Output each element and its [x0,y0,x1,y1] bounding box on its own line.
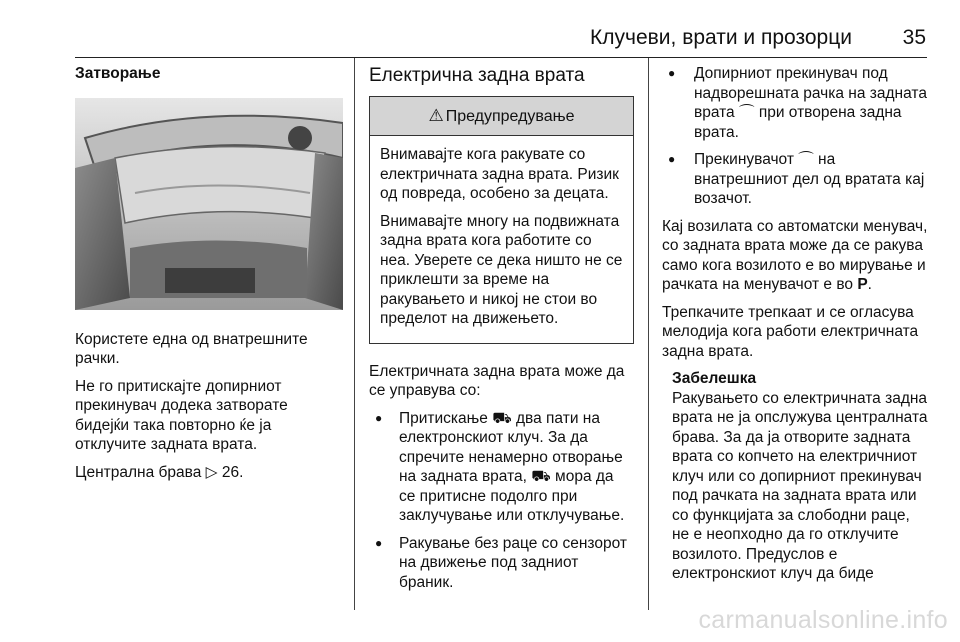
paragraph-intro: Електричната задна врата може да се управува со: [369,362,625,399]
column-divider-2 [648,58,649,610]
touch-switch-icon: ⌒ [798,150,814,168]
tailgate-key-icon: ⛟ [492,408,512,427]
paragraph-signals: Трепкачите трепкаат и се огласува мелодија кога работи електричната задна врата. [662,303,919,360]
list-item: ● Допирниот прекинувач под надворешната рачка на задната врата ⌒ при отворена задна врата. [662,64,930,142]
right-column [662,64,930,584]
switch-list [662,64,930,209]
warning-box [369,96,634,344]
left-column [75,64,343,490]
watermark: carmanualsonline.info [698,606,948,634]
page-header-title: Клучеви, врати и прозорци [590,26,852,49]
paragraph-automatic: Кај возилата со автоматски менувач, со задната врата може да се ракува само кога возилото е во мирување и рачката на менувачот е во P. [662,217,928,293]
column-divider-1 [354,58,355,610]
note-text: Ракувањето со електричната задна врата не ја опслужува централната брава. За да ја отворите задната врата со копчето на електричниот клуч или со допирниот прекинувач под рачката на задната врата или со функцијата за слободни раце, не е неопходно да го отклучите возилото. Предуслов е електронскиот клуч да биде [672,389,928,582]
operation-list [369,409,634,593]
page-number: 35 [902,26,926,49]
touch-switch-icon: ⌒ [739,103,755,121]
list-item: ● Притискање ⛟ два пати на електронскиот клуч. За да спречите ненамерно отворање на задната врата, ⛟ мора да се притисне подолго при заклучување или отклучување. [369,409,634,526]
note-title: Забелешка [672,370,757,387]
paragraph-handles: Користете една од внатрешните рачки. [75,330,308,367]
tailgate-photo [75,98,343,310]
section-heading-closing: Затворање [75,65,161,82]
warning-triangle-icon: ⚠ [428,106,444,126]
list-item: ● Ракување без раце со сензорот на движење под задниот браник. [369,534,634,593]
warning-paragraph-1: Внимавајте кога ракувате со електричната задна врата. Ризик од повреда, особено за децата. [380,146,619,202]
note-box [662,369,930,584]
warning-body [370,136,633,343]
warning-header: ⚠ Предупредување [370,97,633,136]
header-rule [75,57,927,58]
middle-column [369,64,634,600]
warning-paragraph-2: Внимавајте многу на подвижната задна врата кога работите со неа. Уверете се дека ништо не се приклешти за време на ракувањето и никој не стои во пределот на движењето. [380,212,623,327]
page-reference-link[interactable]: 26 [221,463,240,481]
tailgate-key-icon: ⛟ [531,467,551,485]
paragraph-touch-switch: Не го притискајте допирниот прекинувач додека затворате бидејќи така повторно ќе ја отклучите задната врата. [75,377,288,453]
list-item: ● Прекинувачот ⌒ на внатрешниот дел од вратата кај возачот. [662,150,930,209]
paragraph-central-lock: Централна брава ▷ 26. [75,462,244,481]
triangle-right-icon: ▷ [205,462,218,481]
section-heading-power-tailgate: Електрична задна врата [369,65,585,86]
